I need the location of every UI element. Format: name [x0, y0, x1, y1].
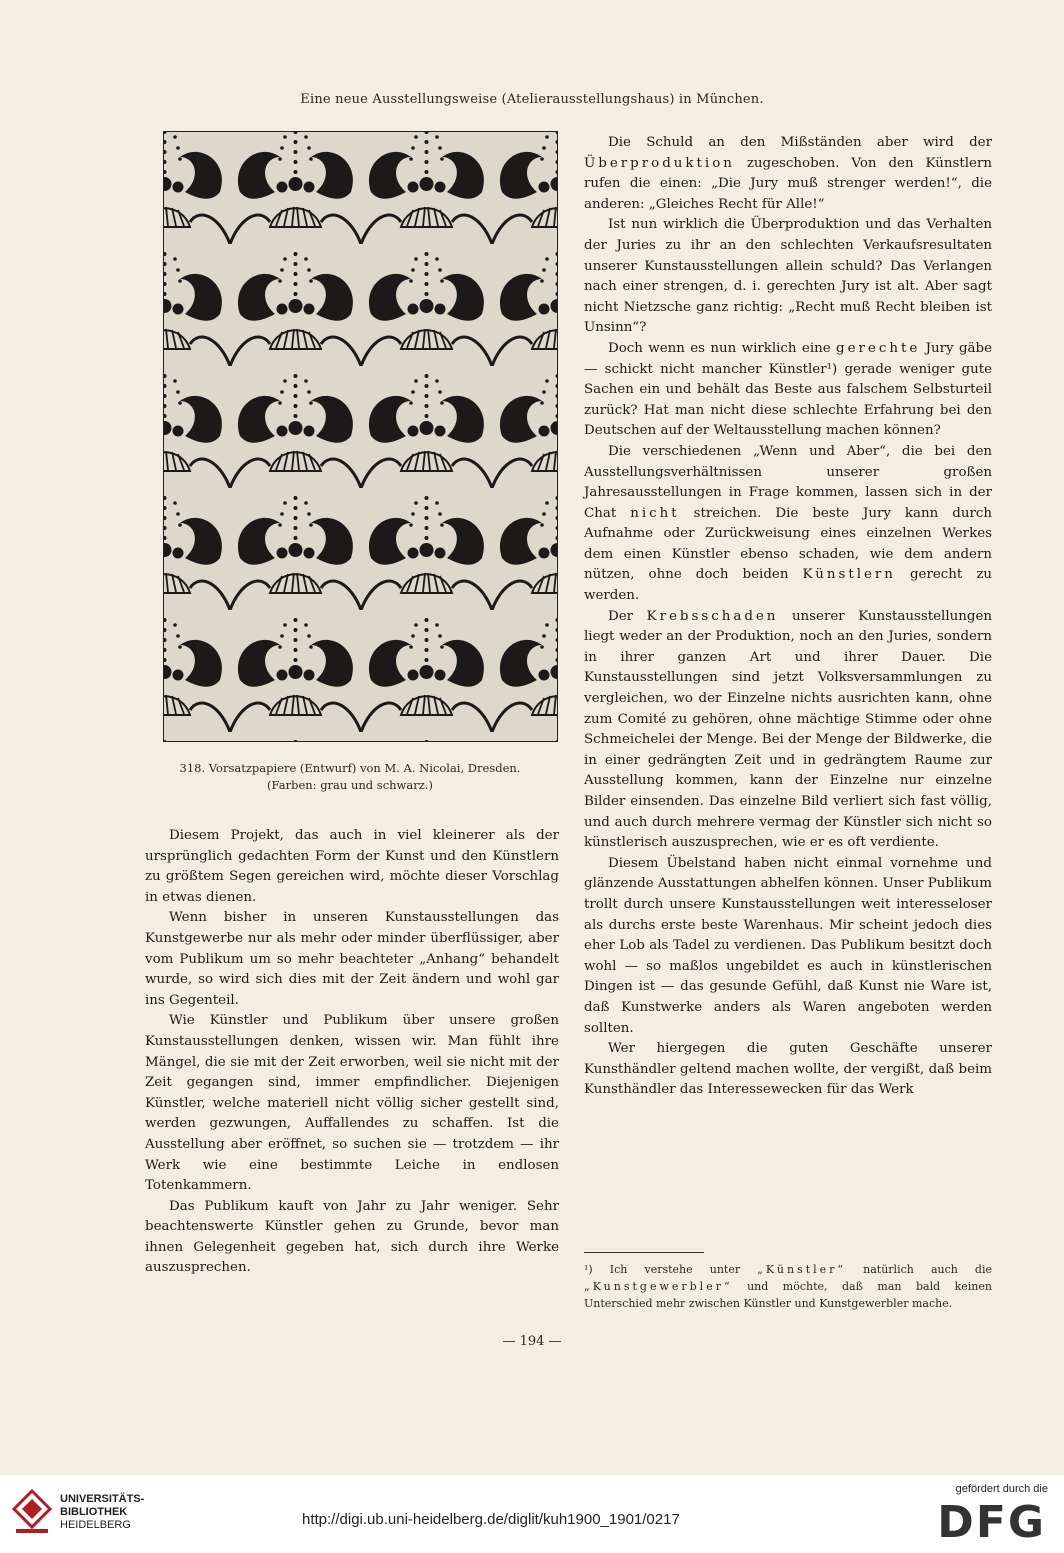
paragraph: Die verschiedenen „Wenn und Aber“, die bei den Ausstellungsverhältnissen unserer großen Jahresausstellungen in Frage kommen, lassen sich in der Chat nicht streichen. Die beste Jury kann durch Aufnahme oder Zurückweisung eines einzelnen Werkes dem einen Künstler ebenso schaden, wie dem andern nützen, ohne doch beiden Künstlern gerecht zu werden.: [584, 443, 992, 604]
spaced-emphasis: nicht: [630, 505, 680, 521]
university-library-logo-icon: [12, 1489, 52, 1537]
paragraph: Wer hiergegen die guten Geschäfte unserer Kunsthändler geltend machen wollte, der vergißt, daß beim Kunsthändler das Interessewecken für das Werk: [584, 1041, 992, 1098]
figure-caption: [130, 760, 570, 794]
left-column-text: [145, 826, 559, 1279]
paragraph: Diesem Projekt, das auch in viel kleinerer als der ursprünglich gedachten Form der Kunst und den Künstlern zu größtem Segen gereichen wird, möchte dieser Vorschlag in etwas dienen.: [145, 828, 559, 905]
spaced-emphasis: Krebsschaden: [646, 608, 779, 624]
paragraph: Der Krebsschaden unserer Kunstausstellungen liegt weder an der Produktion, noch an den Juries, sondern in ihrer ganzen Art und ihrer Dauer. Die Kunstausstellungen sind jetzt Volksversammlungen zu vergleichen, wo der Einzelne nichts ausrichten kann, ohne zum Comité zu gehören, ohne mächtige Stimme oder ohne Schmeichelei der Menge. Bei der Menge der Bildwerke, die in einer gedrängten Zeit und in gedrängtem Raume zur Ausstellung kommen, kann der Einzelne nur einzelne Bilder einsenden. Das einzelne Bild verliert sich fast völlig, und auch durch mehrere vermag der Künstler sich nicht so künstlerisch auszusprechen, wie er es oft verdiente.: [584, 608, 992, 851]
paragraph: Das Publikum kauft von Jahr zu Jahr weniger. Sehr beachtenswerte Künstler gehen zu Grunde, bevor man ihnen Gelegenheit gegeben hat, sich durch ihre Werke auszusprechen.: [145, 1198, 559, 1276]
spaced-emphasis: Überproduktion: [584, 155, 735, 171]
library-name: UNIVERSITÄTS- BIBLIOTHEK HEIDELBERG: [60, 1493, 145, 1531]
paragraph: Wie Künstler und Publikum über unsere großen Kunstausstellungen denken, wissen wir. Man fühlt ihre Mängel, die sie mit der Zeit erworben, weil sie nicht mit der Zeit gegangen sind, immer empfindlicher. Diejenigen Künstler, welche materiell nicht völlig sicher gestellt sind, werden gezwungen, Auffallendes zu schaffen. Ist die Ausstellung aber eröffnet, so suchen sie — trotzdem — ihr Werk wie eine bestimmte Leiche in endlosen Totenkammern.: [145, 1013, 559, 1194]
paragraph: Doch wenn es nun wirklich eine gerechte Jury gäbe — schickt nicht mancher Künstler¹) gerade weniger gute Sachen ein und behält das Beste aus falschem Selbsturteil zurück? Hat man nicht diese schlechte Erfahrung bei den Deutschen auf der Weltausstellung machen können?: [584, 340, 992, 439]
spaced-emphasis: gerechte: [836, 340, 921, 356]
paragraph: Diesem Übelstand haben nicht einmal vornehme und glänzende Ausstattungen abhelfen können. Unser Publikum trollt durch unsere Kunstausstellungen weit interesseloser als durchs erste beste Warenhaus. Mir scheint jedoch dies eher Lob als Tadel zu verdienen. Das Publikum besitzt doch wohl — so maßlos ungebildet es auch in künstlerischen Dingen ist — das gesunde Gefühl, daß Kunst nie Ware ist, daß Kunstwerke anders als Waren angeboten werden sollten.: [584, 855, 992, 1036]
paragraph: Wenn bisher in unseren Kunstausstellungen das Kunstgewerbe nur als mehr oder minder überflüssiger, aber vom Publikum um so mehr beachteter „Anhang“ behandelt wurde, so wird sich dies mit der Zeit ändern und wohl gar ins Gegenteil.: [145, 910, 559, 1008]
paragraph: Ist nun wirklich die Überproduktion und das Verhalten der Juries zu ihr an den schlechten Verkaufsresultaten unserer Kunstausstellungen allein schuld? Das Verlangen nach einer strengen, d. i. gerechten Jury ist alt. Aber sagt nicht Nietzsche ganz richtig: „Recht muß Recht bleiben ist Unsinn“?: [584, 217, 992, 336]
footnote: ¹) Ich verstehe unter „Künstler“ natürlich auch die „Kunstgewerbler“ und möchte, daß man bald keinen Unterschied mehr zwischen Künstler und Kunstgewerbler mache.: [584, 1263, 993, 1310]
spaced-emphasis: „Kunstgewerbler“: [584, 1280, 733, 1293]
right-column-text: [584, 133, 992, 1101]
running-header: Eine neue Ausstellungsweise (Atelierausstellungshaus) in München.: [300, 92, 764, 107]
ornamental-pattern-figure: [163, 131, 558, 742]
footnote-divider: [584, 1252, 704, 1253]
page-number: — 194 —: [502, 1334, 562, 1349]
spaced-emphasis: „Künstler“: [757, 1263, 847, 1276]
dfg-logo-icon: DFG: [937, 1497, 1046, 1548]
funding-note: gefördert durch die: [955, 1483, 1048, 1495]
ornamental-pattern-icon: [164, 132, 557, 741]
source-url-link[interactable]: http://digi.ub.uni-heidelberg.de/diglit/kuh1900_1901/0217: [302, 1511, 680, 1528]
digitization-footer: [0, 1475, 1064, 1553]
paragraph: Die Schuld an den Mißständen aber wird der Überproduktion zugeschoben. Von den Künstlern rufen die einen: „Die Jury muß strenger werden!“, die anderen: „Gleiches Recht für Alle!“: [584, 135, 992, 212]
caption-line: (Farben: grau und schwarz.): [267, 778, 433, 792]
caption-line: 318. Vorsatzpapiere (Entwurf) von M. A. Nicolai, Dresden.: [179, 761, 521, 775]
spaced-emphasis: Künstlern: [802, 567, 896, 583]
